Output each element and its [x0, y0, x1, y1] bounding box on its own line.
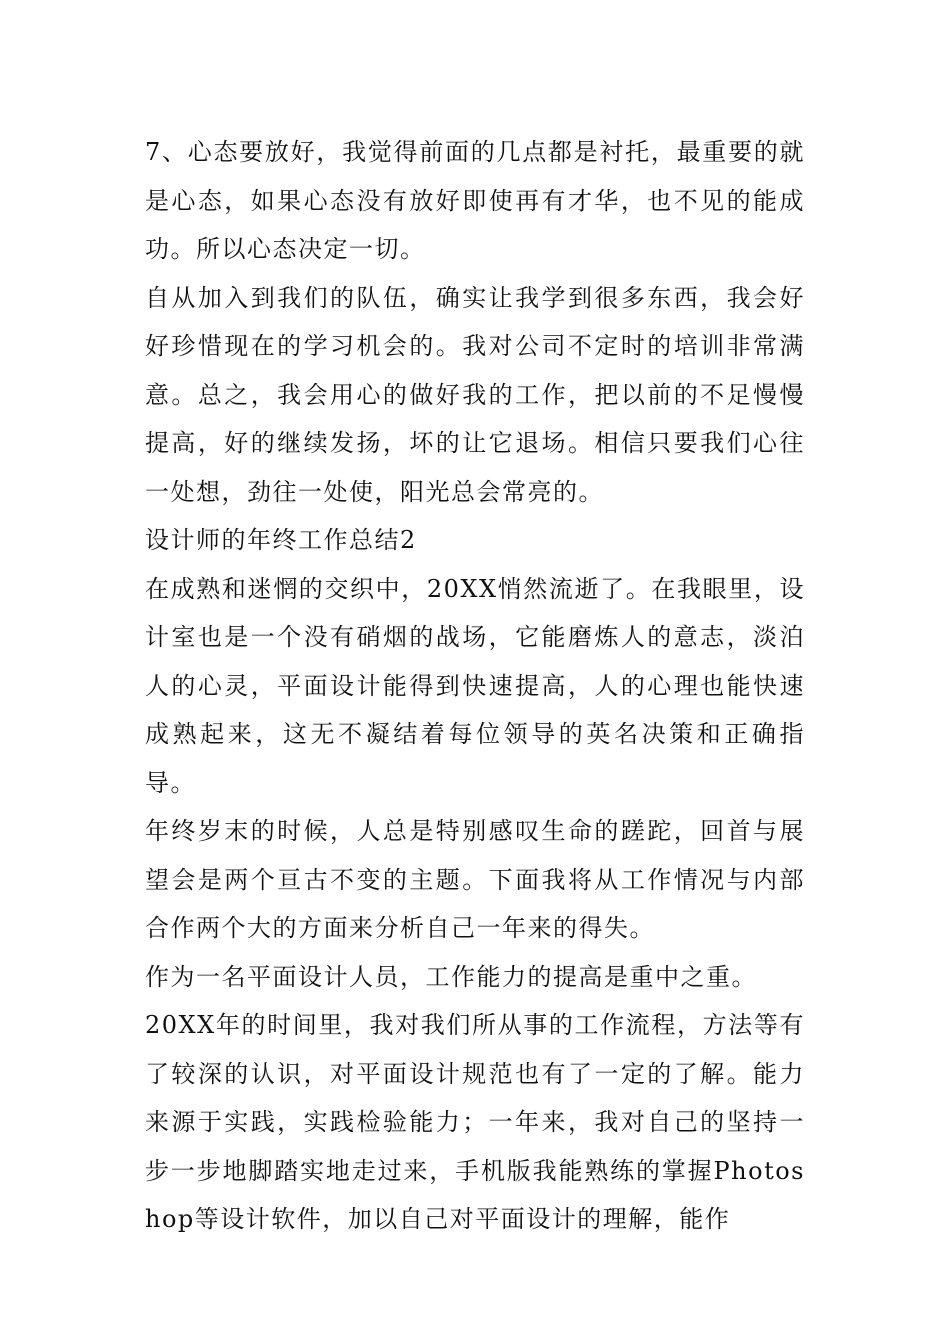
paragraph-ability: 作为一名平面设计人员，工作能力的提高是重中之重。 [145, 962, 757, 991]
section-heading: 设计师的年终工作总结2 [145, 526, 417, 554]
paragraph-team: 自从加入到我们的队伍，确实让我学到很多东西，我会好好珍惜现在的学习机会的。我对公司不定时的培训非常满意。总之，我会用心的做好我的工作，把以前的不足慢慢提高，好的继续发扬，坏的让它退场。相信只要我们心往一处想，劲往一处使，阳光总会常亮的。 [145, 283, 805, 506]
document-body [145, 128, 805, 1244]
paragraph-mindset: 7、心态要放好，我觉得前面的几点都是衬托，最重要的就是心态，如果心态没有放好即使再有才华，也不见的能成功。所以心态决定一切。 [145, 138, 805, 263]
paragraph-year-end: 年终岁末的时候，人总是特别感叹生命的蹉跎，回首与展望会是两个亘古不变的主题。下面我将从工作情况与内部合作两个大的方面来分析自己一年来的得失。 [145, 817, 805, 942]
paragraph-intro: 在成熟和迷惘的交织中，20XX悄然流逝了。在我眼里，设计室也是一个没有硝烟的战场，它能磨炼人的意志，淡泊人的心灵，平面设计能得到快速提高，人的心理也能快速成熟起来，这无不凝结着每位领导的英名决策和正确指导。 [145, 574, 805, 797]
paragraph-year-review: 20XX年的时间里，我对我们所从事的工作流程，方法等有了较深的认识，对平面设计规范也有了一定的了解。能力来源于实践，实践检验能力；一年来，我对自己的坚持一步一步地脚踏实地走过来，手机版我能熟练的掌握Photoshop等设计软件，加以自己对平面设计的理解，能作 [145, 1011, 805, 1233]
